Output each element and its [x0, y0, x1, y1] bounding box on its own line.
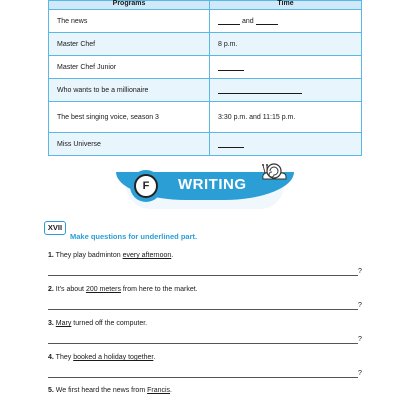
question-number: 3. — [48, 320, 54, 327]
snail-icon — [260, 160, 288, 182]
answer-question-mark: ? — [358, 336, 362, 343]
question-text: We first heard the news from — [55, 387, 148, 394]
time-cell — [210, 133, 362, 156]
answer-line-2[interactable] — [48, 309, 358, 310]
time-cell — [210, 79, 362, 102]
table-row — [49, 102, 362, 133]
tv-schedule-table — [48, 0, 362, 156]
table-row — [49, 79, 362, 102]
program-cell: Miss Universe — [49, 133, 210, 156]
program-cell: Who wants to be a millionaire — [49, 79, 210, 102]
question-text: It's about — [55, 286, 86, 293]
underlined-part: Francis — [147, 387, 171, 394]
question-text: . — [170, 387, 172, 394]
section-banner — [112, 158, 298, 210]
answer-line-4[interactable] — [48, 377, 358, 378]
program-cell: The best singing voice, season 3 — [49, 102, 210, 133]
question-2 — [48, 286, 198, 293]
time-cell: 3:30 p.m. and 11:15 p.m. — [210, 102, 362, 133]
time-cell: 8 p.m. — [210, 33, 362, 56]
question-text: turned off the computer. — [71, 320, 148, 327]
section-title: WRITING — [178, 176, 247, 193]
answer-blank — [218, 140, 244, 148]
question-number: 1. — [48, 252, 54, 259]
answer-blank — [218, 63, 244, 71]
program-cell: Master Chef — [49, 33, 210, 56]
answer-question-mark: ? — [358, 370, 362, 377]
answer-question-mark: ? — [358, 302, 362, 309]
question-number: 4. — [48, 354, 54, 361]
section-letter: F — [134, 174, 158, 198]
table-row — [49, 133, 362, 156]
table-row — [49, 56, 362, 79]
question-number: 5. — [48, 387, 54, 394]
question-number: 2. — [48, 286, 54, 293]
question-text: from here to the market. — [120, 286, 198, 293]
time-cell — [210, 56, 362, 79]
underlined-part: 200 meters — [85, 286, 121, 293]
underlined-part: Mary — [55, 320, 72, 327]
question-text: They — [55, 354, 74, 361]
question-1 — [48, 252, 173, 259]
answer-blank — [256, 17, 278, 25]
question-5 — [48, 387, 172, 394]
answer-blank — [218, 17, 240, 25]
table-header-time: Time — [210, 1, 362, 10]
underlined-part: booked a holiday together — [73, 354, 154, 361]
answer-line-1[interactable] — [48, 275, 358, 276]
question-4 — [48, 354, 155, 361]
answer-line-3[interactable] — [48, 343, 358, 344]
question-text: . — [153, 354, 156, 361]
table-row — [49, 33, 362, 56]
underlined-part: every afternoon — [122, 252, 172, 259]
question-text: . — [171, 252, 174, 259]
program-cell: Master Chef Junior — [49, 56, 210, 79]
table-header-programs: Programs — [49, 1, 210, 10]
table-row — [49, 10, 362, 33]
time-cell — [210, 10, 362, 33]
time-connector: and — [241, 18, 254, 25]
answer-blank — [218, 86, 302, 94]
question-3 — [48, 320, 147, 327]
exercise-instruction: Make questions for underlined part. — [70, 232, 198, 241]
exercise-number-badge: XVII — [44, 221, 66, 235]
question-text: They play badminton — [55, 252, 123, 259]
program-cell: The news — [49, 10, 210, 33]
answer-question-mark: ? — [358, 268, 362, 275]
